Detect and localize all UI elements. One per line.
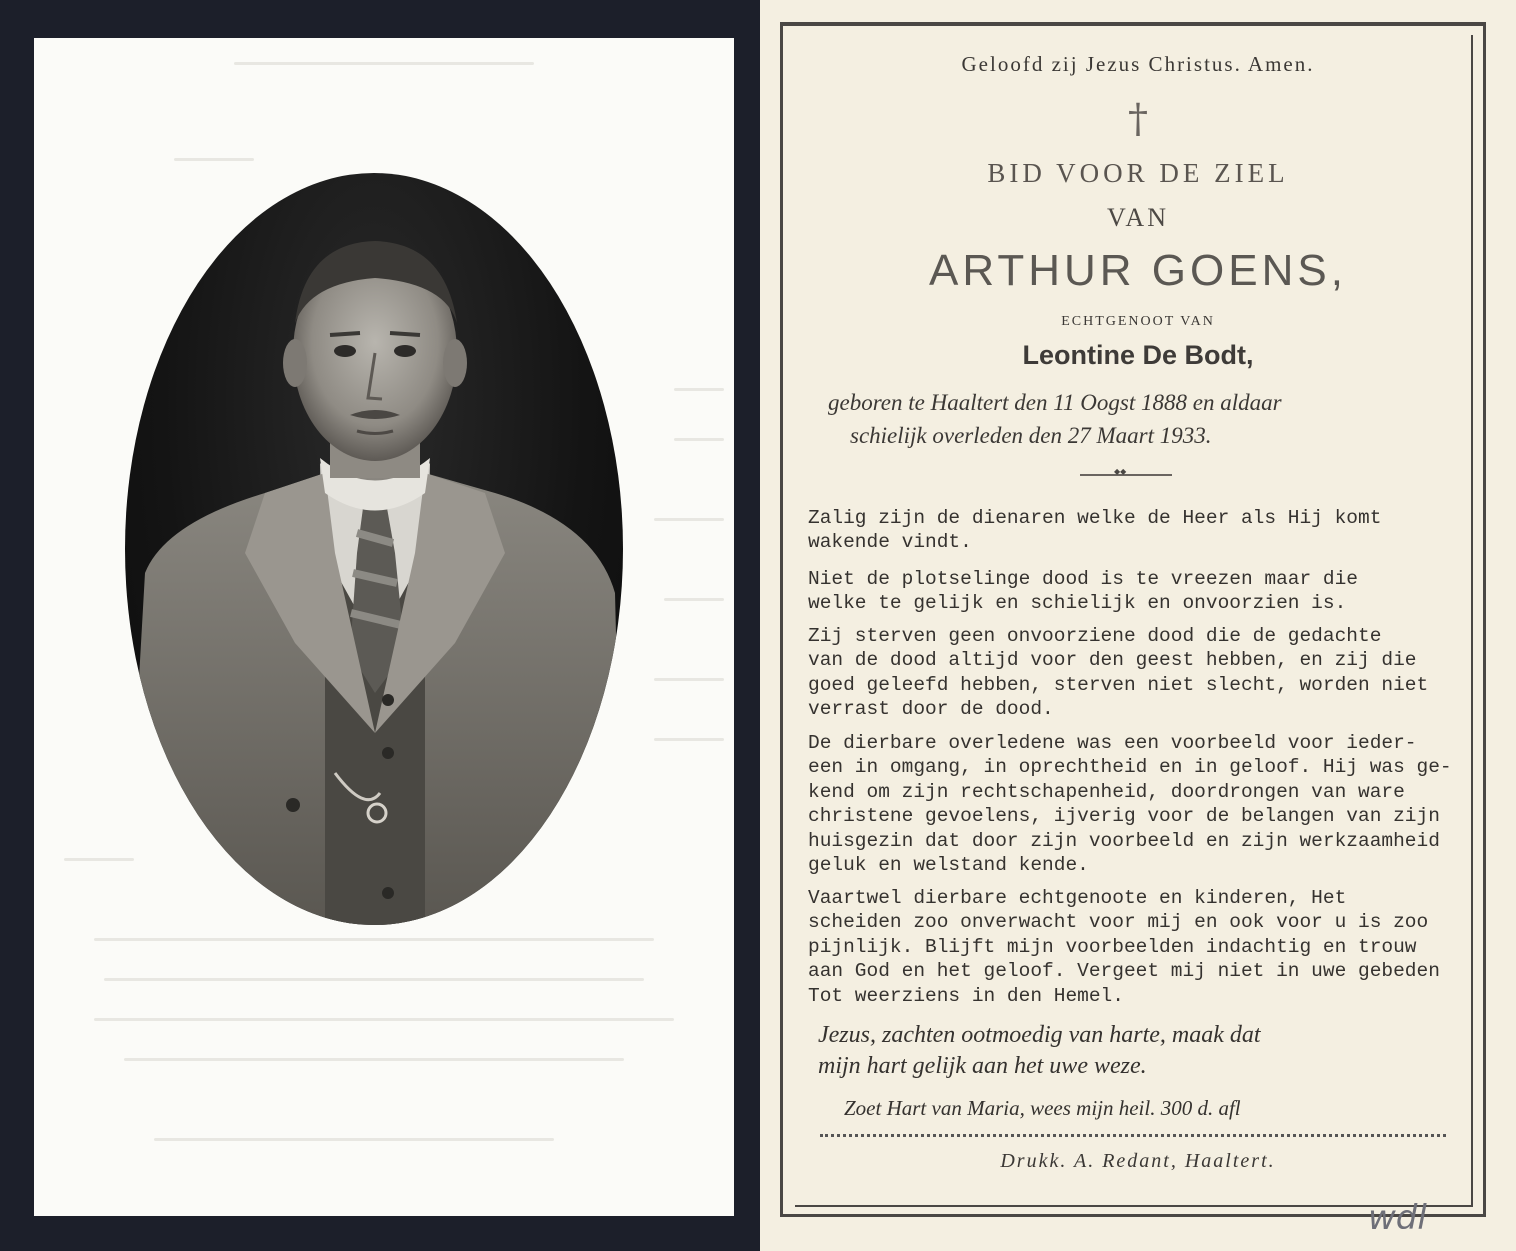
paragraph-line: Niet de plotselinge dood is te vreezen maar die — [808, 568, 1358, 590]
prayer-header: BID VOOR DE ZIEL — [987, 158, 1289, 188]
paragraph-1 — [808, 506, 1440, 555]
birth-line: geboren te Haaltert den 11 Oogst 1888 en aldaar — [828, 390, 1282, 415]
paragraph-line: christene gevoelens, ijverig voor de belangen van zijn — [808, 805, 1440, 828]
paragraph-line: geluk en welstand kende. — [808, 854, 1089, 877]
closing-prayer — [818, 1020, 1261, 1082]
ornamental-divider — [1080, 474, 1172, 476]
paragraph-line: Zalig zijn de dienaren welke de Heer als Hij komt — [808, 507, 1382, 529]
paragraph-line: kend om zijn rechtschapenheid, doordrongen van ware — [808, 780, 1405, 803]
paragraph-line: Tot weerziens in den Hemel. — [808, 984, 1124, 1007]
death-line: schielijk overleden den 27 Maart 1933. — [850, 423, 1212, 448]
spouse-label: ECHTGENOOT VAN — [1061, 314, 1215, 329]
photo-card — [34, 38, 734, 1216]
paragraph-line: verrast door de dood. — [808, 698, 1054, 721]
portrait-photo — [125, 173, 623, 925]
spouse-name: Leontine De Bodt, — [1022, 340, 1254, 370]
paragraph-line: pijnlijk. Blijft mijn voorbeelden indachtig en trouw — [808, 935, 1417, 958]
cross-icon: † — [1128, 96, 1148, 142]
paragraph-line: welke te gelijk en schielijk en onvoorzien is. — [808, 592, 1347, 615]
paragraph-line: wakende vindt. — [808, 531, 972, 554]
paragraph-line: De dierbare overledene was een voorbeeld voor ieder- — [808, 732, 1417, 754]
paragraph-line: van de dood altijd voor den geest hebben, en zij die — [808, 649, 1417, 672]
paragraph-4 — [808, 731, 1452, 877]
prayer-line: Jezus, zachten ootmoedig van harte, maak dat — [818, 1022, 1261, 1048]
invocation-line: Geloofd zij Jezus Christus. Amen. — [961, 52, 1315, 76]
paragraph-line: een in omgang, in oprechtheid en in geloof. Hij was ge- — [808, 756, 1452, 779]
pencil-annotation: wdl — [1368, 1198, 1427, 1238]
indulgence-line: Zoet Hart van Maria, wees mijn heil. 300 d. afl — [844, 1096, 1241, 1120]
van-label: VAN — [1107, 203, 1169, 232]
paragraph-2 — [808, 567, 1440, 616]
memorial-text-card — [760, 0, 1516, 1251]
paragraph-5 — [808, 886, 1440, 1008]
paragraph-line: goed geleefd hebben, sterven niet slecht, worden niet — [808, 673, 1429, 696]
paragraph-line: aan God en het geloof. Vergeet mij niet in uwe gebeden — [808, 960, 1440, 983]
dotted-divider — [820, 1134, 1446, 1137]
portrait-figure — [125, 173, 623, 925]
paragraph-line: scheiden zoo onverwacht voor mij en ook voor u is zoo — [808, 911, 1429, 934]
paragraph-line: Vaartwel dierbare echtgenoote en kinderen, Het — [808, 887, 1347, 909]
paragraph-line: Zij sterven geen onvoorziene dood die de gedachte — [808, 625, 1382, 647]
deceased-name: ARTHUR GOENS, — [929, 246, 1347, 295]
paragraph-3 — [808, 624, 1440, 722]
prayer-line: mijn hart gelijk aan het uwe weze. — [818, 1053, 1147, 1079]
printer-credit: Drukk. A. Redant, Haaltert. — [1000, 1150, 1276, 1172]
paragraph-line: huisgezin dat door zijn voorbeeld en zijn werkzaamheid — [808, 829, 1440, 852]
